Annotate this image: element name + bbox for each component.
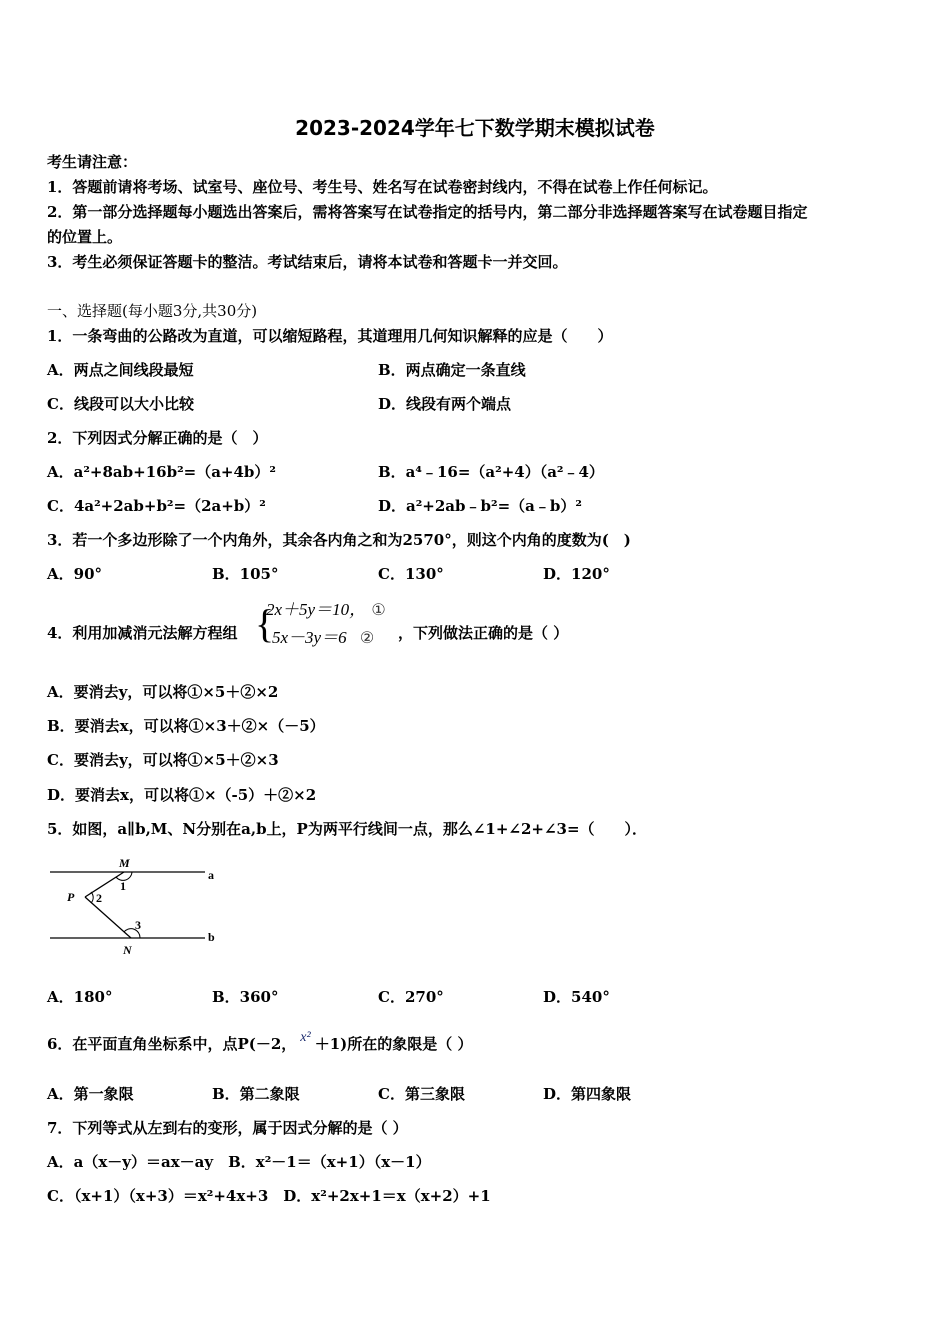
question-1-option-b: B．两点确定一条直线 bbox=[378, 361, 526, 379]
question-3-option-d: D．120° bbox=[543, 565, 610, 583]
equation-2 bbox=[272, 628, 374, 648]
notice-item-3: 3．考生必须保证答题卡的整洁。考试结束后，请将本试卷和答题卡一并交回。 bbox=[47, 253, 568, 271]
question-7-options-cd: C．（x+1）（x+3）＝x²+4x+3 D．x²+2x+1＝x（x+2）+1 bbox=[47, 1187, 491, 1205]
question-7-stem: 7．下列等式从左到右的变形，属于因式分解的是（ ） bbox=[47, 1119, 408, 1137]
label-a: a bbox=[208, 868, 214, 882]
label-angle-2: 2 bbox=[96, 891, 102, 905]
question-6-option-c: C．第三象限 bbox=[378, 1085, 465, 1103]
question-4-stem-post: ，下列做法正确的是（ ） bbox=[398, 624, 569, 642]
section-heading: 一、选择题(每小题3分,共30分) bbox=[47, 302, 258, 320]
question-3-option-c: C．130° bbox=[378, 565, 444, 583]
equation-1-text: 2x＋5y＝10， bbox=[266, 600, 367, 619]
question-7-options-ab: A．a（x－y）＝ax－ay B．x²－1＝（x+1）（x－1） bbox=[47, 1153, 431, 1171]
question-6-option-b: B．第二象限 bbox=[212, 1085, 300, 1103]
question-6-stem bbox=[47, 1030, 473, 1056]
equation-system-brace: { bbox=[255, 601, 275, 646]
notice-item-2-cont: 的位置上。 bbox=[47, 228, 123, 246]
label-b: b bbox=[208, 930, 215, 944]
question-1-option-a: A．两点之间线段最短 bbox=[47, 361, 194, 379]
label-m: M bbox=[119, 856, 130, 870]
question-4-option-c: C．要消去y，可以将①×5＋②×3 bbox=[47, 751, 279, 769]
question-6-stem-post: ＋1)所在的象限是（ ） bbox=[314, 1035, 473, 1053]
parallel-lines-figure bbox=[40, 852, 230, 960]
question-6-option-d: D．第四象限 bbox=[543, 1085, 632, 1103]
page-title: 2023-2024学年七下数学期末模拟试卷 bbox=[295, 116, 655, 140]
label-p: P bbox=[67, 890, 75, 904]
question-6-option-a: A．第一象限 bbox=[47, 1085, 134, 1103]
question-2-option-c: C．4a²+2ab+b²=（2a+b）² bbox=[47, 497, 266, 515]
equation-1 bbox=[266, 600, 386, 620]
question-3-option-a: A．90° bbox=[47, 565, 103, 583]
question-2-stem: 2．下列因式分解正确的是（ ） bbox=[47, 429, 268, 447]
question-5-option-c: C．270° bbox=[378, 988, 444, 1006]
question-1-option-d: D．线段有两个端点 bbox=[378, 395, 512, 413]
question-4-option-a: A．要消去y，可以将①×5＋②×2 bbox=[47, 683, 279, 701]
question-5-option-b: B．360° bbox=[212, 988, 279, 1006]
equation-2-text: 5x－3y＝6 bbox=[272, 628, 347, 647]
question-1-option-c: C．线段可以大小比较 bbox=[47, 395, 194, 413]
question-5-option-a: A．180° bbox=[47, 988, 113, 1006]
label-angle-3: 3 bbox=[135, 918, 141, 932]
notice-heading: 考生请注意： bbox=[47, 153, 138, 171]
notice-item-1: 1．答题前请将考场、试室号、座位号、考生号、姓名写在试卷密封线内，不得在试卷上作任何标记。 bbox=[47, 178, 718, 196]
question-2-option-d: D．a²+2ab﹣b²=（a﹣b）² bbox=[378, 497, 582, 515]
question-6-stem-pre: 6．在平面直角坐标系中，点P(－2， bbox=[47, 1035, 297, 1053]
equation-2-mark: ② bbox=[359, 628, 375, 647]
question-3-option-b: B．105° bbox=[212, 565, 279, 583]
question-6-expression: x² bbox=[300, 1030, 311, 1045]
segment-pm bbox=[85, 872, 124, 897]
equation-1-mark: ① bbox=[371, 600, 386, 619]
label-n: N bbox=[123, 943, 132, 957]
question-5-option-d: D．540° bbox=[543, 988, 610, 1006]
question-4-option-d: D．要消去x，可以将①×（-5）＋②×2 bbox=[47, 786, 317, 804]
label-angle-1: 1 bbox=[120, 879, 126, 893]
question-3-stem: 3．若一个多边形除了一个内角外，其余各内角之和为2570°，则这个内角的度数为( ) bbox=[47, 531, 631, 549]
question-4-option-b: B．要消去x，可以将①×3＋②×（－5） bbox=[47, 717, 325, 735]
question-2-option-b: B．a⁴﹣16=（a²+4）（a²﹣4） bbox=[378, 463, 604, 481]
question-4-stem-pre: 4．利用加减消元法解方程组 bbox=[47, 624, 238, 642]
question-5-stem: 5．如图，a∥b,M、N分别在a,b上，P为两平行线间一点，那么∠1+∠2+∠3=（ ）． bbox=[47, 820, 648, 838]
notice-item-2: 2．第一部分选择题每小题选出答案后，需将答案写在试卷指定的括号内，第二部分非选择题答案写在试卷题目指定 bbox=[47, 203, 808, 221]
question-2-option-a: A．a²+8ab+16b²=（a+4b）² bbox=[47, 463, 276, 481]
question-1-stem: 1．一条弯曲的公路改为直道，可以缩短路程，其道理用几何知识解释的应是（ ） bbox=[47, 327, 613, 345]
